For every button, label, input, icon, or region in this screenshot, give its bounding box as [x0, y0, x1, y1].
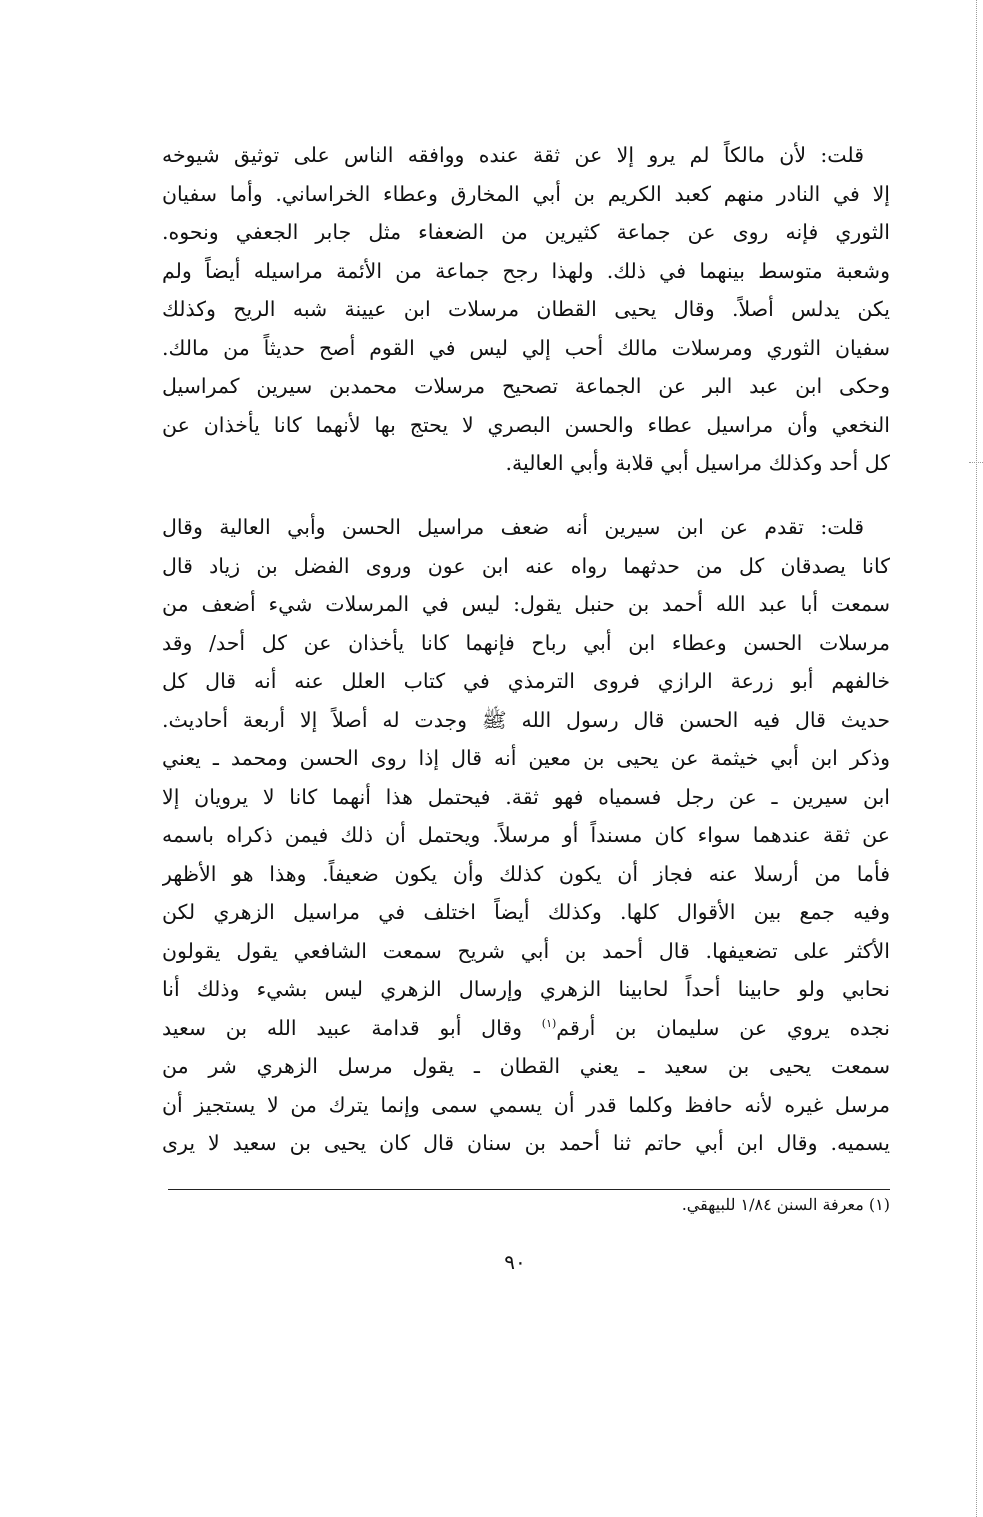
text-line: قلت: لأن مالكاً لم يرو إلا عن ثقة عنده ووافقه الناس على توثيق شيوخه: [162, 143, 864, 167]
text-line: يكن يدلس أصلاً. وقال يحيى القطان مرسلات ابن عيينة شبه الريح وكذلك: [162, 297, 890, 321]
text-line: وفيه جمع بين الأقوال كلها. وكذلك أيضاً اختلف في مراسيل الزهري لكن: [162, 900, 890, 924]
paragraph-1: [162, 136, 890, 483]
paragraph-2: [162, 508, 890, 1163]
text-fragment: وقال أبو قدامة عبيد الله بن سعيد: [162, 1015, 523, 1040]
text-line: فأما من أرسلا عنه فجاز أن يكون كذلك وأن يكون ضعيفاً. وهذا هو الأظهر: [162, 861, 890, 886]
text-line: وشعبة متوسط بينهما في ذلك. ولهذا رجح جماعة من الأئمة مراسيله أيضاً ولم: [162, 258, 890, 283]
footnote-marker: (١): [541, 1016, 557, 1030]
text-line: الأكثر على تضعيفها. قال أحمد بن أبي شريح سمعت الشافعي يقول يقولون: [162, 938, 890, 963]
text-line: الثوري فإنه روى عن جماعة كثيرين من الضعفاء مثل جابر الجعفي ونحوه.: [162, 220, 890, 244]
text-line: حديث قال فيه الحسن قال رسول الله ﷺ وجدت له أصلاً إلا أربعة أحاديث.: [162, 707, 890, 732]
text-line: عن ثقة عندهما سواء كان مسنداً أو مرسلاً. ويحتمل أن ذلك فيمن ذكراه باسمه: [162, 823, 890, 847]
text-fragment: نجده يروي عن سليمان بن أرقم: [556, 1015, 890, 1040]
text-line: مرسل غيره لأنه حافظ وكلما قدر أن يسمي سمى وإنما يترك من لا يستجيز أن: [162, 1092, 890, 1117]
text-line: ابن سيرين ـ عن رجل فسمياه فهو ثقة. فيحتمل هذا أنهما كانا لا يرويان إلا: [162, 784, 890, 809]
text-line: النخعي وأن مراسيل عطاء والحسن البصري لا يحتج بها لأنهما كانا يأخذان عن: [162, 412, 890, 437]
text-line: نحابي ولو حابينا أحداً لحابينا الزهري وإرسال الزهري ليس بشيء وذلك أنا: [162, 977, 890, 1001]
text-line: يسميه. وقال ابن أبي حاتم ثنا أحمد بن سنان قال كان يحيى بن سعيد لا يرى: [162, 1131, 890, 1155]
scan-edge-tick: [969, 462, 983, 463]
text-line: كانا يصدقان كل من حدثهما رواه عنه ابن عون وروى الفضل بن زياد قال: [162, 553, 890, 578]
text-line: سمعت يحيى بن سعيد ـ يعني القطان ـ يقول مرسل الزهري شر من: [162, 1054, 890, 1078]
text-line: مرسلات الحسن وعطاء ابن أبي رباح فإنهما كانا يأخذان عن كل أحد/ وقد: [162, 630, 890, 655]
text-line-with-footnote: [162, 1009, 890, 1048]
text-line: كل أحد وكذلك مراسيل أبي قلابة وأبي العالية.: [505, 451, 890, 475]
text-line: إلا في النادر منهم كعبد الكريم بن أبي المخارق وعطاء الخراساني. وأما سفيان: [162, 181, 890, 206]
text-line: سمعت أبا عبد الله أحمد بن حنبل يقول: ليس في المرسلات شيء أضعف من: [162, 592, 890, 616]
text-line: وذكر ابن أبي خيثمة عن يحيى بن معين أنه قال إذا روى الحسن ومحمد ـ يعني: [162, 746, 890, 770]
scan-edge-dotted-line: [976, 0, 977, 1517]
text-line: قلت: تقدم عن ابن سيرين أنه ضعف مراسيل الحسن وأبي العالية وقال: [162, 515, 864, 539]
text-line: سفيان الثوري ومرسلات مالك أحب إلي ليس في القوم أصح حديثاً من مالك.: [162, 335, 890, 360]
text-line: وحكى ابن عبد البر عن الجماعة تصحيح مرسلات محمدبن سيرين كمراسيل: [162, 374, 890, 398]
footnote: (١) معرفة السنن ١/٨٤ للبيهقي.: [681, 1195, 890, 1214]
text-line: خالفهم أبو زرعة الرازي فروى الترمذي في كتاب العلل عنه أنه قال كل: [162, 669, 890, 693]
page-number: ٩٠: [504, 1250, 526, 1274]
